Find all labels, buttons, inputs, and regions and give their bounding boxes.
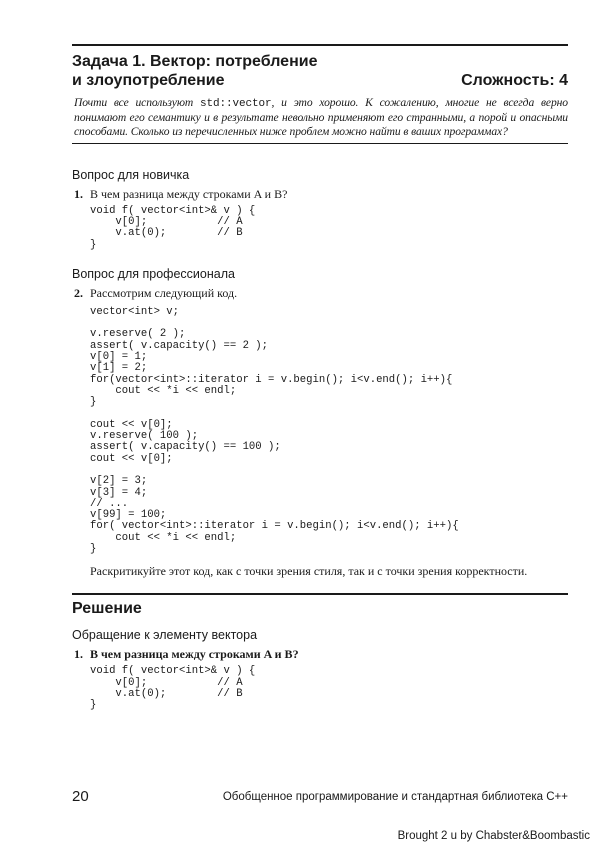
novice-code-block: void f( vector<int>& v ) { v[0]; // A v.at(0); // B } bbox=[90, 205, 256, 251]
solution-question-text: В чем разница между строками A и B? bbox=[90, 647, 299, 662]
difficulty-label: Сложность: 4 bbox=[461, 72, 568, 89]
solution-subheading: Обращение к элементу вектора bbox=[72, 628, 258, 643]
pro-critique: Раскритикуйте этот код, как с точки зрения стиля, так и с точки зрения корректности. bbox=[90, 564, 528, 579]
pro-question-text: Рассмотрим следующий код. bbox=[90, 285, 238, 300]
pro-heading: Вопрос для профессионала bbox=[72, 266, 235, 281]
intro-text-end: , и это хорошо. К сожалению, многие не всегда верно понимают его семантику и в результате невольно применяют его странными, а порой и опасными способами. Сколько из перечисленных ниже проблем можно найти в ваших программах? bbox=[74, 96, 568, 138]
intro-code: std::vector bbox=[200, 98, 272, 110]
top-rule bbox=[72, 44, 568, 46]
task-intro bbox=[74, 96, 568, 139]
title-row bbox=[72, 71, 568, 90]
novice-question-number: 1. bbox=[74, 187, 83, 201]
page-footer bbox=[72, 788, 568, 805]
pro-code-block: vector<int> v; v.reserve( 2 ); assert( v.capacity() == 2 ); v[0] = 1; v[1] = 2; for(vector<int>::iterator i = v.begin(); i<v.end(); i++){ cout << *i << endl; } cout << v[0]; v.reserve( 100 ); assert( v.capacity() == 100 ); cout << v[0]; v[2] = 3; v[3] = 4; // ... v[99] = 100; for( vector<int>::iterator i = v.begin(); i<v.end(); i++){ cout << *i << endl; } bbox=[90, 305, 459, 556]
novice-question bbox=[72, 187, 568, 202]
intro-rule bbox=[72, 143, 568, 144]
novice-heading: Вопрос для новичка bbox=[72, 168, 190, 182]
pro-question-number: 2. bbox=[74, 285, 83, 300]
task-title-line2: и злоупотребление bbox=[72, 72, 225, 89]
solution-question-number: 1. bbox=[74, 647, 83, 662]
intro-text-start: Почти все используют bbox=[74, 96, 201, 109]
novice-question-text: В чем разница между строками A и B? bbox=[90, 187, 288, 201]
solution-question bbox=[72, 647, 568, 662]
page bbox=[72, 44, 568, 711]
solution-rule bbox=[72, 593, 568, 595]
book-title: Обобщенное программирование и стандартная библиотека С++ bbox=[222, 791, 568, 803]
solution-heading: Решение bbox=[72, 600, 142, 618]
scan-credit: Brought 2 u by Chabster&Boombastic bbox=[397, 830, 590, 842]
page-number: 20 bbox=[72, 788, 89, 805]
solution-code-block: void f( vector<int>& v ) { v[0]; // A v.at(0); // B } bbox=[90, 665, 256, 711]
task-title-line1: Задача 1. Вектор: потребление bbox=[72, 53, 318, 70]
pro-question bbox=[72, 286, 568, 301]
